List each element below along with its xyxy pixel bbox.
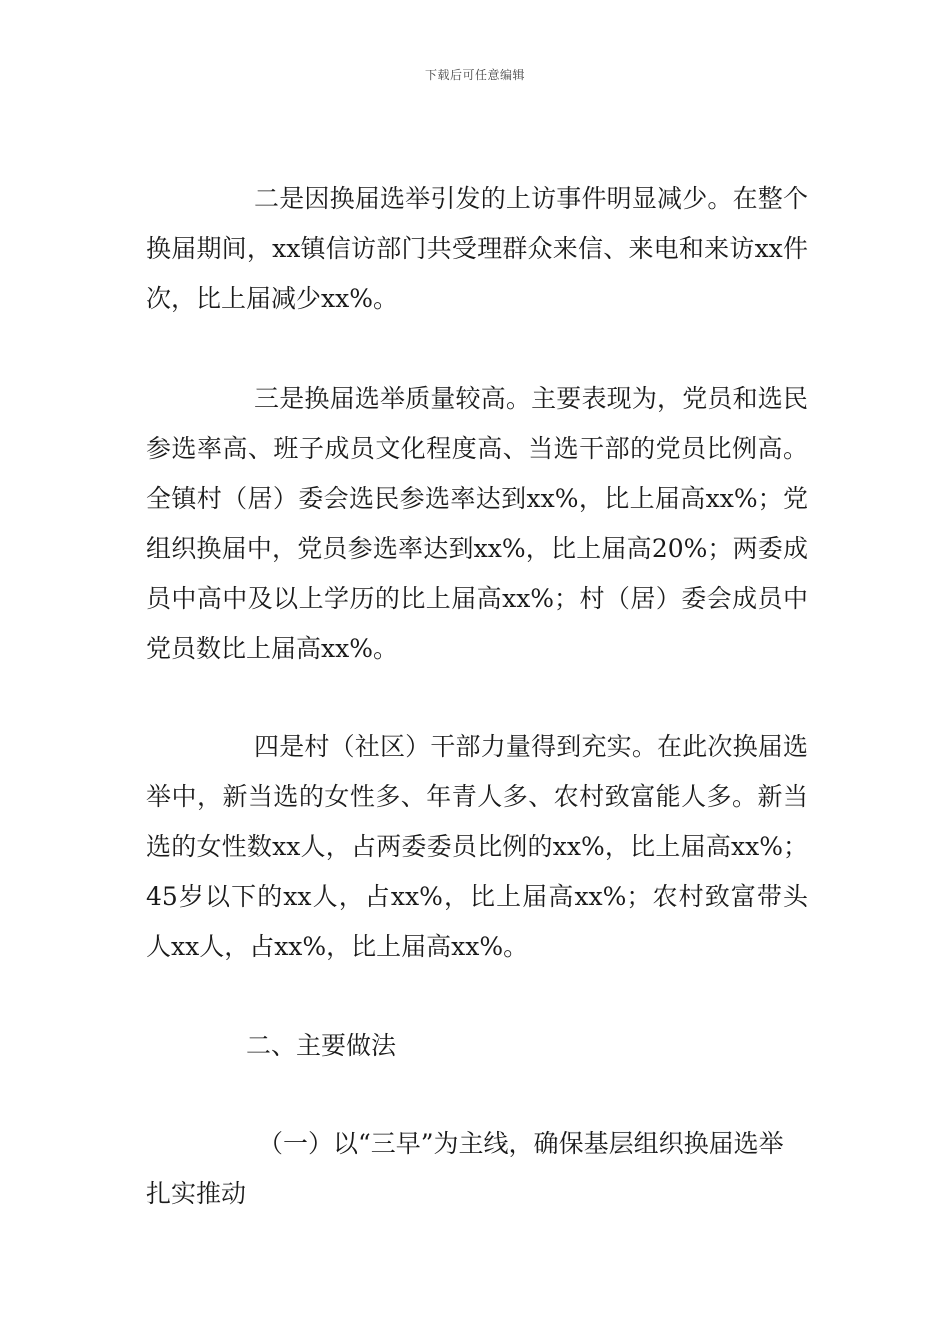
paragraph-1-container bbox=[146, 174, 808, 324]
paragraph-3: 四是村（社区）干部力量得到充实。在此次换届选举中，新当选的女性多、年青人多、农村致富能人多。新当选的女性数xx人，占两委委员比例的xx%，比上届高xx%；45岁以下的xx人，占xx%，比上届高xx%；农村致富带头人xx人，占xx%，比上届高xx%。 bbox=[146, 732, 808, 961]
paragraph-2: 三是换届选举质量较高。主要表现为，党员和选民参选率高、班子成员文化程度高、当选干部的党员比例高。全镇村（居）委会选民参选率达到xx%，比上届高xx%；党组织换届中，党员参选率达到xx%，比上届高20%；两委成员中高中及以上学历的比上届高xx%；村（居）委会成员中党员数比上届高xx%。 bbox=[146, 384, 808, 663]
sub-heading: （一）以“三早”为主线，确保基层组织换届选举扎实推动 bbox=[146, 1129, 784, 1208]
paragraph-2-container bbox=[146, 374, 808, 674]
paragraph-3-container bbox=[146, 722, 808, 972]
header-note: 下载后可任意编辑 bbox=[424, 68, 525, 82]
section-heading: 二、主要做法 bbox=[246, 1031, 397, 1060]
paragraph-1: 二是因换届选举引发的上访事件明显减少。在整个换届期间，xx镇信访部门共受理群众来信、来电和来访xx件次，比上届减少xx%。 bbox=[146, 184, 808, 313]
